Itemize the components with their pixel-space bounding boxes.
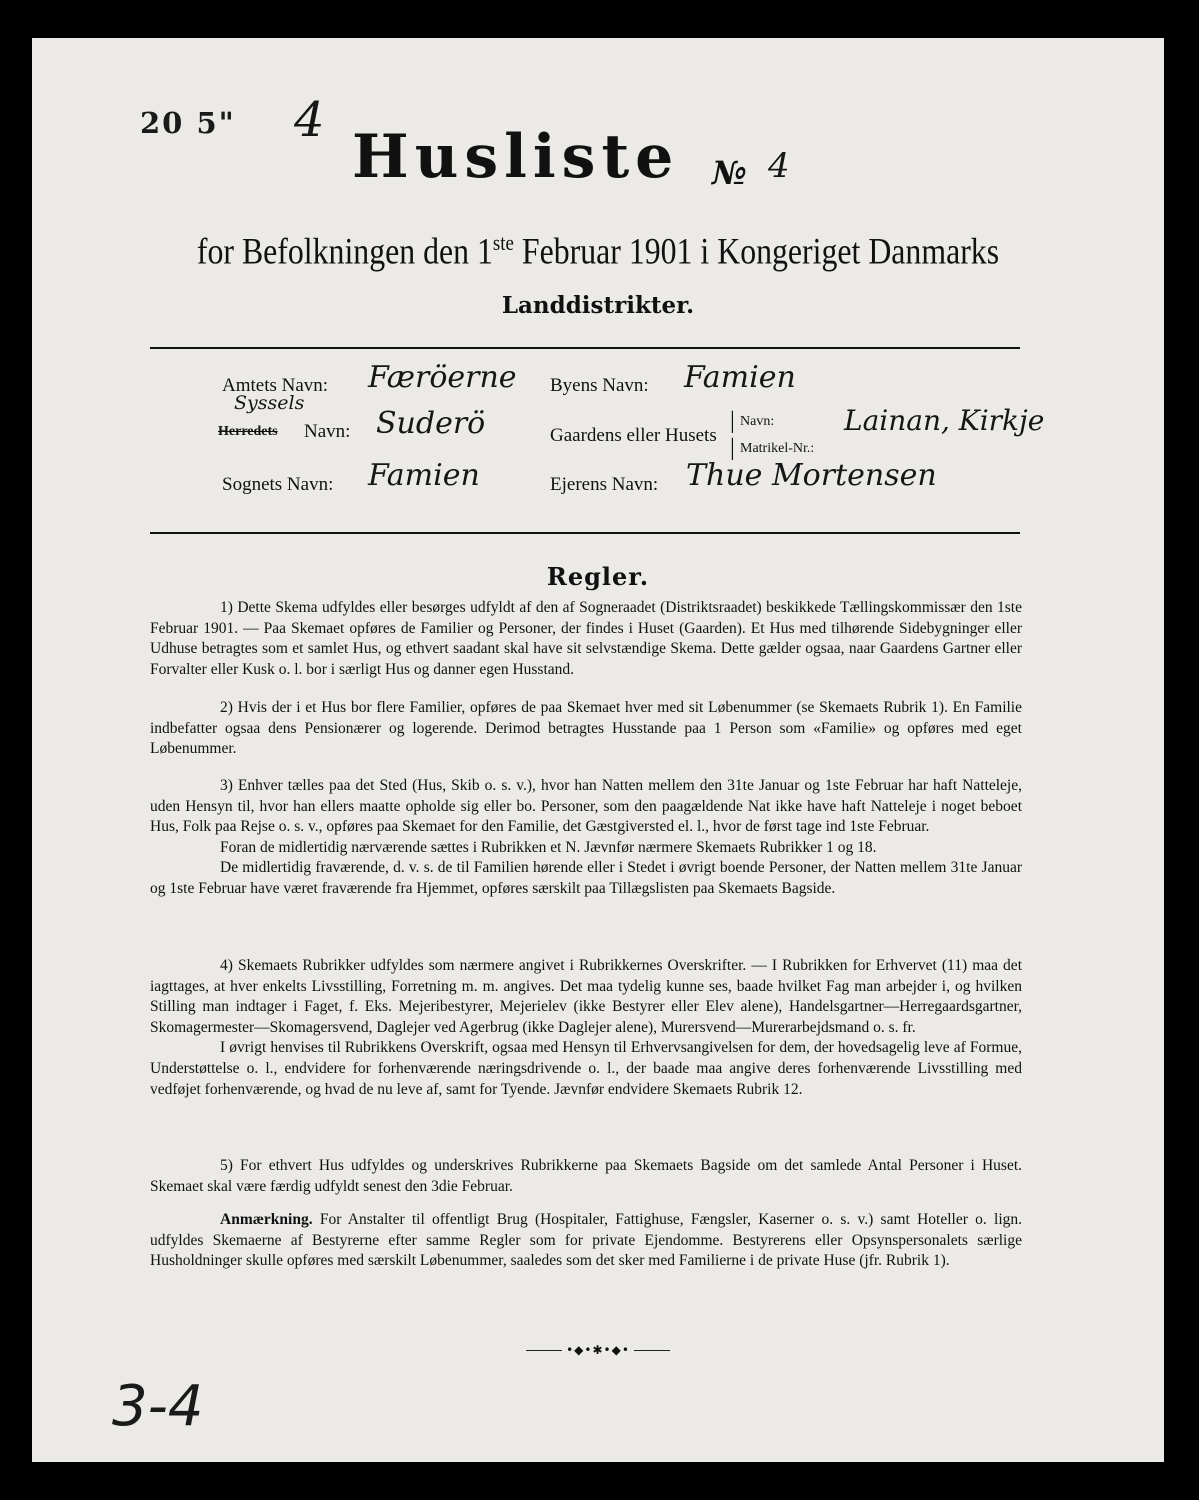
rule-4 (150, 956, 1022, 1100)
herred-struck: Herredets (218, 424, 278, 439)
gaard-navn-label: Navn: (740, 414, 775, 429)
ejer-value: Thue Mortensen (686, 458, 937, 493)
syssel-inserted: Syssels (234, 392, 305, 414)
amt-value: Færöerne (368, 360, 517, 395)
gaard-label: Gaardens eller Husets (550, 425, 717, 446)
stamp-number: 20 5 (140, 106, 219, 140)
subtitle-post: Februar 1901 i Kongeriget Danmarks (513, 231, 1000, 273)
note-label: Anmærkning. (220, 1211, 313, 1228)
list-number-handwritten: 4 (768, 146, 790, 186)
rule-3a-text: 3) Enhver tælles paa det Sted (Hus, Skib o. s. v.), hvor han Natten mellem den 31te Januar og 1ste Februar har haft Natteleje, uden Hensyn til, hvor han ellers maatte opholde sig eller bo. Personer, som den paagældende Nat ikke have haft Natteleje i noget beboet Hus, Folk paa Rejse o. s. v., opføres paa Skemaet for den Familie, det Gæstgiversted el. l., hvor de først tage ind 1ste Februar. (150, 777, 1022, 836)
rule-1-text: 1) Dette Skema udfyldes eller besørges udfyldt af den af Sogneraadet (Distriktsraadet) beskikkede Tællingskommissær den 1ste Februar 1901. — Paa Skemaet opføres de Familier og Personer, der findes i Huset (Gaarden). Et Hus med tilhørende Sidebygninger eller Udhuse betragtes som et samlet Hus, og ethvert saadant skal have sit selvstændige Skema. Dette gælder ogsaa, naar Gaardens Gartner eller Forvalter eller Kusk o. l. bor i særligt Hus og danner egen Husstand. (150, 599, 1022, 678)
stamp-tail: " (218, 106, 236, 140)
gaard-matrikel-label: Matrikel-Nr.: (740, 441, 815, 456)
subtitle (111, 230, 1085, 273)
rule-3b-text: Foran de midlertidig nærværende sættes i Rubrikken et N. Jævnfør nærmere Skemaets Rubrikker 1 og 18. (220, 838, 877, 856)
annotation-note (150, 1210, 1022, 1272)
rule-5-text: 5) For ethvert Hus udfyldes og underskrives Rubrikkerne paa Skemaets Bagside om det samlede Antal Personer i Huset. Skemaet skal være færdig udfyldt senest den 3die Februar. (150, 1157, 1022, 1195)
rule-1 (150, 598, 1022, 680)
bottom-handwritten-note: 3-4 (112, 1374, 204, 1439)
subtitle-sup: ste (492, 230, 514, 255)
census-form-page (32, 38, 1164, 1462)
note-text: For Anstalter til offentligt Brug (Hospitaler, Fattighuse, Fængsler, Kaserner o. s. v.) samt Hoteller o. lign. udfyldes Skemaerne af Bestyrerne efter samme Regler som for private Ejendomme. Bestyrerens eller Opsynspersonalets særlige Husholdninger skulle opføres med særskilt Løbenummer, saaledes som det sker med Familierne i de private Huse (jfr. Rubrik 1). (150, 1211, 1022, 1270)
rule-2-text: 2) Hvis der i et Hus bor flere Familier, opføres de paa Skemaet hver med sit Løbenummer (se Skemaets Rubrik 1). En Familie indbefatter ogsaa dens Pensionærer og logerende. Derimod betragtes Husstande paa 1 Person som «Familie» og opføres med eget Løbenummer. (150, 699, 1022, 758)
rules-heading: Regler. (546, 562, 650, 591)
ornament-glyphs: •◆•✱•◆• (566, 1343, 630, 1357)
archive-stamp-number (140, 106, 236, 140)
field-brace-bottom: | (730, 435, 735, 461)
divider-top (150, 347, 1020, 349)
herred-value: Suderö (376, 406, 486, 441)
ejer-label: Ejerens Navn: (550, 474, 659, 495)
rule-5 (150, 1156, 1022, 1197)
rule-3 (150, 776, 1022, 900)
field-brace-top: | (730, 408, 735, 434)
rule-3c-text: De midlertidig fraværende, d. v. s. de til Familien hørende eller i Stedet i øvrigt boende Personer, der Natten mellem 31te Januar og 1ste Februar have været fraværende fra Hjemmet, opføres særskilt paa Tillægslisten paa Skemaets Bagside. (150, 859, 1022, 897)
by-label: Byens Navn: (550, 375, 649, 396)
ornament-divider (32, 1343, 1164, 1357)
rule-4b-text: I øvrigt henvises til Rubrikkens Overskrift, ogsaa med Hensyn til Erhvervsangivelsen for dem, der hovedsagelig leve af Formue, Understøttelse o. l., endvidere for forhenværende næringsdrivende o. l., der baade maa angive deres forhenværende Livsstilling med vedføjet forhenværende, og hvad de nu leve af, samt for Tyende. Jævnfør endvidere Skemaets Rubrik 12. (150, 1039, 1022, 1098)
by-value: Famien (684, 360, 796, 395)
rule-2 (150, 698, 1022, 760)
divider-bottom (150, 532, 1020, 534)
rule-4a-text: 4) Skemaets Rubrikker udfyldes som nærmere angivet i Rubrikkernes Overskrifter. — I Rubrikken for Erhvervet (11) maa det iagttages, at hver enkelts Livsstilling, Forretning m. m. angives. Det maa tydelig kunne ses, baade hvilket Fag man arbejder i, og hvilken Stilling man indtager i Faget, f. Eks. Mejeribestyrer, Mejerielev (ikke Bestyrer eller Elev alene), Handelsgartner—Herregaardsgartner, Skomagermester—Skomagersvend, Daglejer ved Agerbrug (ikke Daglejer alene), Murersvend—Murerarbejdsmand o. s. fr. (150, 957, 1022, 1036)
amt-label: Amtets Navn: (222, 375, 329, 396)
region-heading: Landdistrikter. (501, 292, 695, 319)
sogn-value: Famien (368, 458, 480, 493)
herred-label: Navn: (304, 421, 351, 442)
corner-handwritten-number: 4 (294, 92, 325, 148)
page-title: Husliste (352, 122, 680, 192)
sogn-label: Sognets Navn: (222, 474, 334, 495)
gaard-value: Lainan, Kirkje (844, 404, 1045, 437)
subtitle-pre: for Befolkningen den 1 (196, 231, 493, 273)
number-sign: № (712, 154, 747, 192)
